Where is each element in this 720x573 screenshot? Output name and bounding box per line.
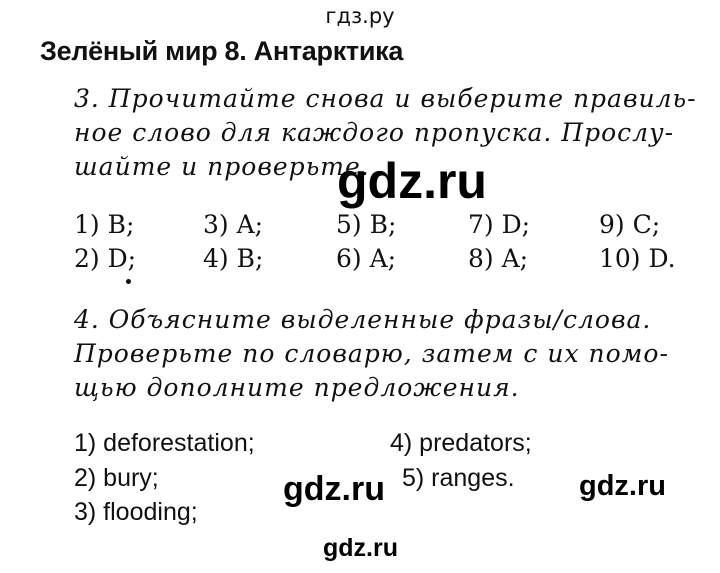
task4-answer-1: 1) deforestation; <box>74 429 255 457</box>
task3-answer-4: 4) B; <box>203 244 264 273</box>
task3-line-3: шайте и проверьте. <box>74 152 370 181</box>
page-title: Зелёный мир 8. Антарктика <box>40 36 404 66</box>
task3-line-2: ное слово для каждого пропуска. Прослу- <box>74 118 675 147</box>
task3-answer-8: 8) A; <box>468 244 529 273</box>
task3-answer-6: 6) A; <box>336 244 397 273</box>
task3-answer-3: 3) A; <box>203 210 264 239</box>
task3-answer-10: 10) D. <box>599 244 676 273</box>
task4-line-2: Проверьте по словарю, затем с их помо- <box>74 339 669 368</box>
task3-answer-9: 9) C; <box>599 210 661 239</box>
ink-dot <box>126 279 131 284</box>
watermark-right: gdz.ru <box>579 470 666 502</box>
watermark-large: gdz.ru <box>337 153 487 209</box>
task3-answer-5: 5) B; <box>336 210 397 239</box>
watermark-bottom: gdz.ru <box>323 534 398 562</box>
task3-answer-1: 1) B; <box>74 210 135 239</box>
task3-answer-2: 2) D; <box>74 244 137 273</box>
task4-answer-5: 5) ranges. <box>402 464 515 492</box>
task4-line-1: 4. Объясните выделенные фразы/слова. <box>74 305 652 334</box>
task4-answer-4: 4) predators; <box>390 429 532 457</box>
watermark-middle: gdz.ru <box>283 470 385 508</box>
task4-answer-3: 3) flooding; <box>74 498 198 526</box>
task4-answer-2: 2) bury; <box>74 464 159 492</box>
site-label: гдз.ру <box>325 4 395 28</box>
task4-line-3: щью дополните предложения. <box>74 373 520 402</box>
task3-answer-7: 7) D; <box>468 210 531 239</box>
task3-line-1: 3. Прочитайте снова и выберите правиль- <box>74 84 697 113</box>
task4-instructions <box>74 303 669 405</box>
